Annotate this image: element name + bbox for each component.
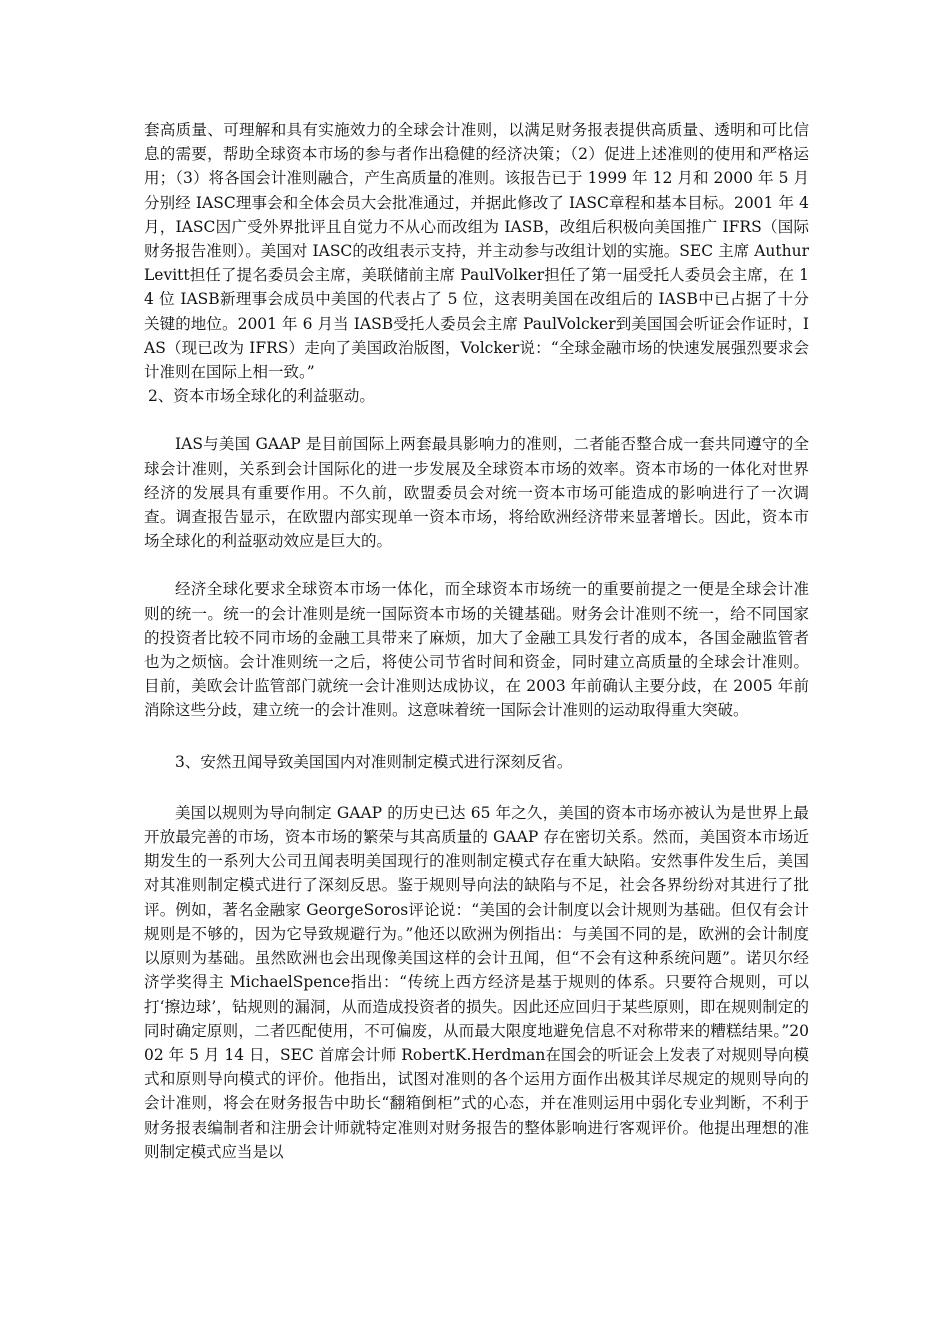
paragraph-spacer bbox=[144, 723, 809, 750]
paragraph-ias-gaap: IAS与美国 GAAP 是目前国际上两套最具影响力的准则，二者能否整合成一套共同遵守的全球会计准则，关系到会计国际化的进一步发展及全球资本市场的效率。资本市场的一体化对世界经济的发展具有重要作用。不久前，欧盟委员会对统一资本市场可能造成的影响进行了一次调查。调查报告显示，在欧盟内部实现单一资本市场，将给欧洲经济带来显著增长。因此，资本市场全球化的利益驱动效应是巨大的。 bbox=[144, 435, 809, 551]
paragraph-enron-reflection: 美国以规则为导向制定 GAAP 的历史已达 65 年之久，美国的资本市场亦被认为是世界上最开放最完善的市场，资本市场的繁荣与其高质量的 GAAP 存在密切关系。然而，美国资本市场近期发生的一系列大公司丑闻表明美国现行的准则制定模式存在重大缺陷。安然事件发生后，美国对其准则制定模式进行了深刻反思。鉴于规则导向法的缺陷与不足，社会各界纷纷对其进行了批评。例如，著名金融家 GeorgeSoros评论说：“美国的会计制度以会计规则为基础。但仅有会计规则是不够的，因为它导致规避行为。”他还以欧洲为例指出：与美国不同的是，欧洲的会计制度以原则为基础。虽然欧洲也会出现像美国这样的会计丑闻，但“不会有这种系统问题”。诺贝尔经济学奖得主 MichaelSpence指出：“传统上西方经济是基于规则的体系。只要符合规则，可以打‘擦边球’，钻规则的漏洞，从而造成投资者的损失。因此还应回归于某些原则，即在规则制定的同时确定原则，二者匹配使用，不可偏废，从而最大限度地避免信息不对称带来的糟糕结果。”2002 年 5 月 14 日，SEC 首席会计师 RobertK.Herdman在国会的听证会上发表了对规则导向模式和原则导向模式的评价。他指出，试图对准则的各个运用方面作出极其详尽规定的规则导向的会计准则，将会在财务报告中助长“翻箱倒柜”式的心态，并在准则运用中弱化专业判断，不利于财务报表编制者和注册会计师就特定准则对财务报告的整体影响进行客观评价。他提出理想的准则制定模式应当是以 bbox=[144, 803, 809, 1161]
section-heading-2: 2、资本市场全球化的利益驱动。 bbox=[148, 387, 375, 406]
section-heading-3: 3、安然丑闻导致美国国内对准则制定模式进行深刻反省。 bbox=[175, 752, 573, 771]
paragraph-spacer bbox=[144, 408, 809, 432]
paragraph-economic-globalization: 经济全球化要求全球资本市场一体化，而全球资本市场统一的重要前提之一便是全球会计准则的统一。统一的会计准则是统一国际资本市场的关键基础。财务会计准则不统一，给不同国家的投资者比较不同市场的金融工具带来了麻烦，加大了金融工具发行者的成本，各国金融监管者也为之烦恼。会计准则统一之后，将使公司节省时间和资金，同时建立高质量的全球会计准则。目前，美欧会计监管部门就统一会计准则达成协议，在 2003 年前确认主要分歧，在 2005 年前消除这些分歧，建立统一的会计准则。这意味着统一国际会计准则的运动取得重大突破。 bbox=[144, 580, 809, 720]
paragraph-iasc-reorganization: 套高质量、可理解和具有实施效力的全球会计准则，以满足财务报表提供高质量、透明和可比信息的需要，帮助全球资本市场的参与者作出稳健的经济决策；（2）促进上述准则的使用和严格运用；（3）将各国会计准则融合，产生高质量的准则。该报告已于 1999 年 12 月和 2000 年 5 月分别经 IASC理事会和全体会员大会批准通过，并据此修改了 IASC章程和基本目标。2001 年 4 月，IASC因广受外界批评且自觉力不从心而改组为 IASB，改组后积极向美国推广 IFRS（国际财务报告准则）。美国对 IASC的改组表示支持，并主动参与改组计划的实施。SEC 主席 AuthurLevitt担任了提名委员会主席，美联储前主席 PaulVolker担任了第一届受托人委员会主席，在 14 位 IASB新理事会成员中美国的代表占了 5 位，这表明美国在改组后的 IASB中已占据了十分关键的地位。2001 年 6 月当 IASB受托人委员会主席 PaulVolcker到美国国会听证会作证时，IAS（现已改为 IFRS）走向了美国政治版图，Volcker说：“全球金融市场的快速发展强烈要求会计准则在国际上相一致。” bbox=[144, 121, 809, 382]
paragraph-spacer bbox=[144, 774, 809, 801]
document-page bbox=[144, 118, 809, 1164]
paragraph-spacer bbox=[144, 553, 809, 577]
